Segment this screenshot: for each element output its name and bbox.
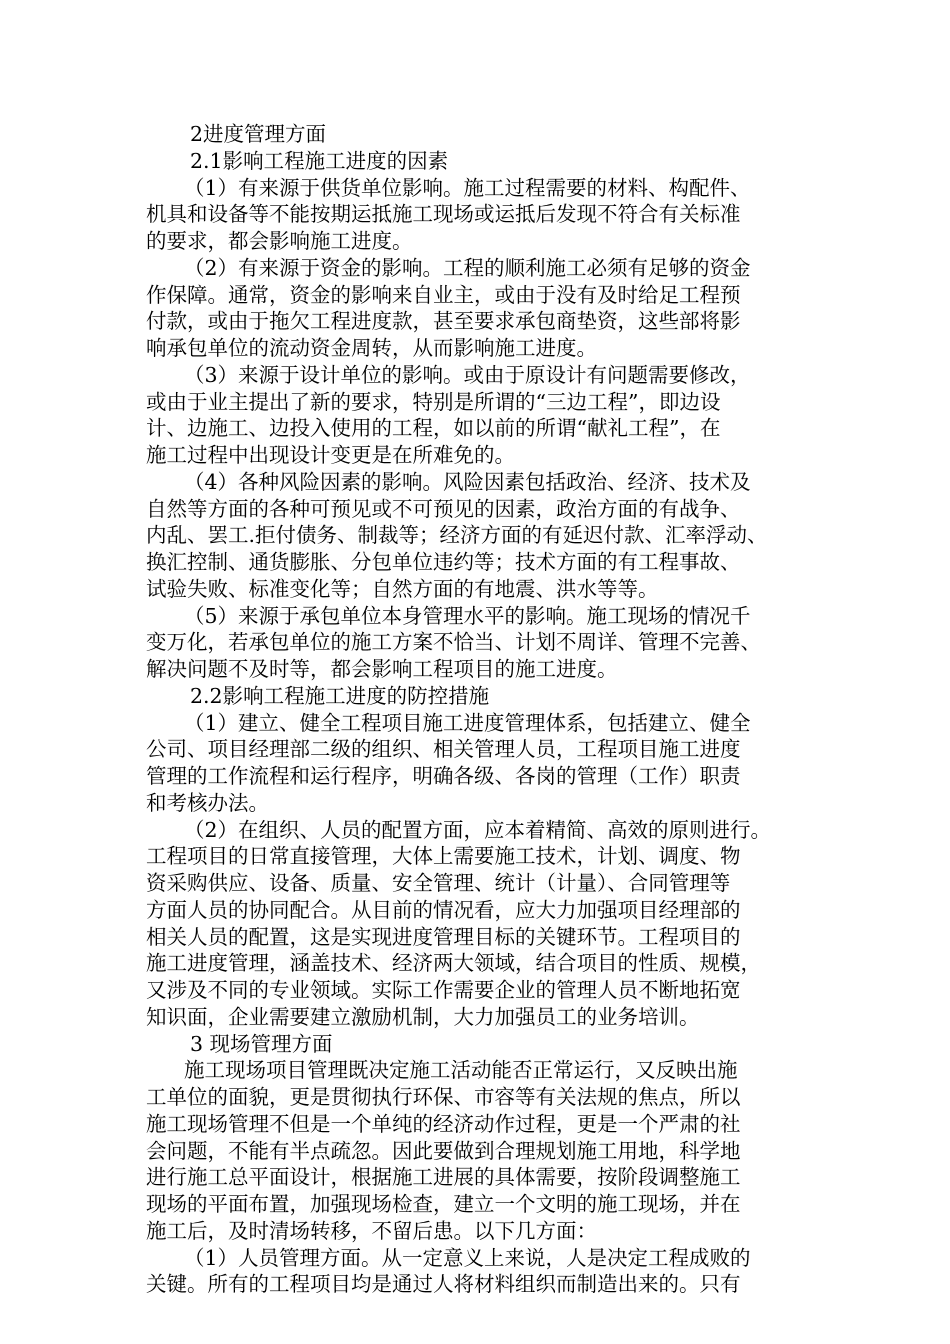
- text-line: 进行施工总平面设计，根据施工进展的具体需要，按阶段调整施工: [146, 1165, 741, 1190]
- text-line: 工程项目的日常直接管理，大体上需要施工技术，计划、调度、物: [146, 844, 741, 869]
- text-line: 公司、项目经理部二级的组织、相关管理人员，工程项目施工进度: [146, 737, 741, 762]
- text-line: 管理的工作流程和运行程序，明确各级、各岗的管理（工作）职责: [146, 764, 741, 788]
- text-line: 响承包单位的流动资金周转，从而影响施工进度。: [146, 336, 597, 360]
- text-line: 作保障。通常，资金的影响来自业主，或由于没有及时给足工程预: [146, 282, 741, 307]
- text-line: 工单位的面貌，更是贯彻执行环保、市容等有关法规的焦点，所以: [146, 1085, 741, 1109]
- text-line: 内乱、罢工.拒付债务、制裁等；经济方面的有延迟付款、汇率浮动、: [146, 523, 768, 548]
- text-line: 计、边施工、边投入使用的工程，如以前的所谓“献礼工程”，在: [146, 416, 721, 441]
- text-line: 2.1影响工程施工进度的因素: [190, 148, 449, 173]
- document-body: [146, 121, 816, 1298]
- text-line: 施工后，及时清场转移，不留后患。以下几方面：: [146, 1218, 597, 1243]
- text-line: 又涉及不同的专业领域。实际工作需要企业的管理人员不断地拓宽: [146, 978, 741, 1002]
- text-line: 知识面，企业需要建立激励机制，大力加强员工的业务培训。: [146, 1004, 700, 1029]
- text-line: 会问题，不能有半点疏忽。因此要做到合理规划施工用地，科学地: [146, 1138, 741, 1163]
- text-line: （1）人员管理方面。从一定意义上来说，人是决定工程成败的: [184, 1245, 751, 1270]
- text-line: （5）来源于承包单位本身管理水平的影响。施工现场的情况千: [184, 603, 751, 628]
- text-line: 自然等方面的各种可预见或不可预见的因素，政治方面的有战争、: [146, 496, 741, 521]
- text-line: 付款，或由于拖欠工程进度款，甚至要求承包商垫资，这些部将影: [146, 309, 741, 334]
- text-line: 和考核办法。: [146, 790, 269, 815]
- text-line: （2）在组织、人员的配置方面，应本着精简、高效的原则进行。: [184, 817, 772, 842]
- text-line: 相关人员的配置，这是实现进度管理目标的关键环节。工程项目的: [146, 924, 741, 949]
- text-line: 2进度管理方面: [190, 122, 327, 146]
- text-line: 换汇控制、通货膨胀、分包单位违约等；技术方面的有工程事故、: [146, 550, 741, 574]
- text-line: （1）建立、健全工程项目施工进度管理体系，包括建立、健全: [184, 710, 751, 735]
- text-line: 3 现场管理方面: [190, 1031, 333, 1056]
- text-line: 资采购供应、设备、质量、安全管理、统计（计量）、合同管理等: [146, 871, 731, 895]
- text-line: （2）有来源于资金的影响。工程的顺利施工必须有足够的资金: [184, 255, 751, 280]
- text-line: 方面人员的协同配合。从目前的情况看，应大力加强项目经理部的: [146, 897, 741, 922]
- text-line: （3）来源于设计单位的影响。或由于原设计有问题需要修改，: [184, 362, 751, 387]
- text-line: 施工过程中出现设计变更是在所难免的。: [146, 443, 515, 467]
- text-line: 机具和设备等不能按期运抵施工现场或运抵后发现不符合有关标准: [146, 202, 741, 227]
- text-line: 关键。所有的工程项目均是通过人将材料组织而制造出来的。只有: [146, 1272, 741, 1297]
- text-line: 解决问题不及时等，都会影响工程项目的施工进度。: [146, 657, 618, 681]
- text-line: 2.2影响工程施工进度的防控措施: [190, 683, 490, 708]
- text-line: 施工进度管理，涵盖技术、经济两大领域，结合项目的性质、规模，: [146, 951, 761, 976]
- text-line: （1）有来源于供货单位影响。施工过程需要的材料、构配件、: [184, 175, 751, 200]
- text-line: 或由于业主提出了新的要求，特别是所谓的“三边工程”，即边设: [146, 389, 721, 414]
- text-line: 施工现场管理不但是一个单纯的经济动作过程，更是一个严肃的社: [146, 1111, 741, 1136]
- text-line: 现场的平面布置，加强现场检查，建立一个文明的施工现场，并在: [146, 1192, 741, 1216]
- text-line: 试验失败、标准变化等；自然方面的有地震、洪水等等。: [146, 576, 659, 601]
- text-line: 施工现场项目管理既决定施工活动能否正常运行，又反映出施: [184, 1058, 738, 1083]
- text-line: （4）各种风险因素的影响。风险因素包括政治、经济、技术及: [184, 469, 751, 494]
- text-line: 变万化，若承包单位的施工方案不恰当、计划不周详、管理不完善、: [146, 630, 761, 655]
- text-line: 的要求，都会影响施工进度。: [146, 229, 413, 253]
